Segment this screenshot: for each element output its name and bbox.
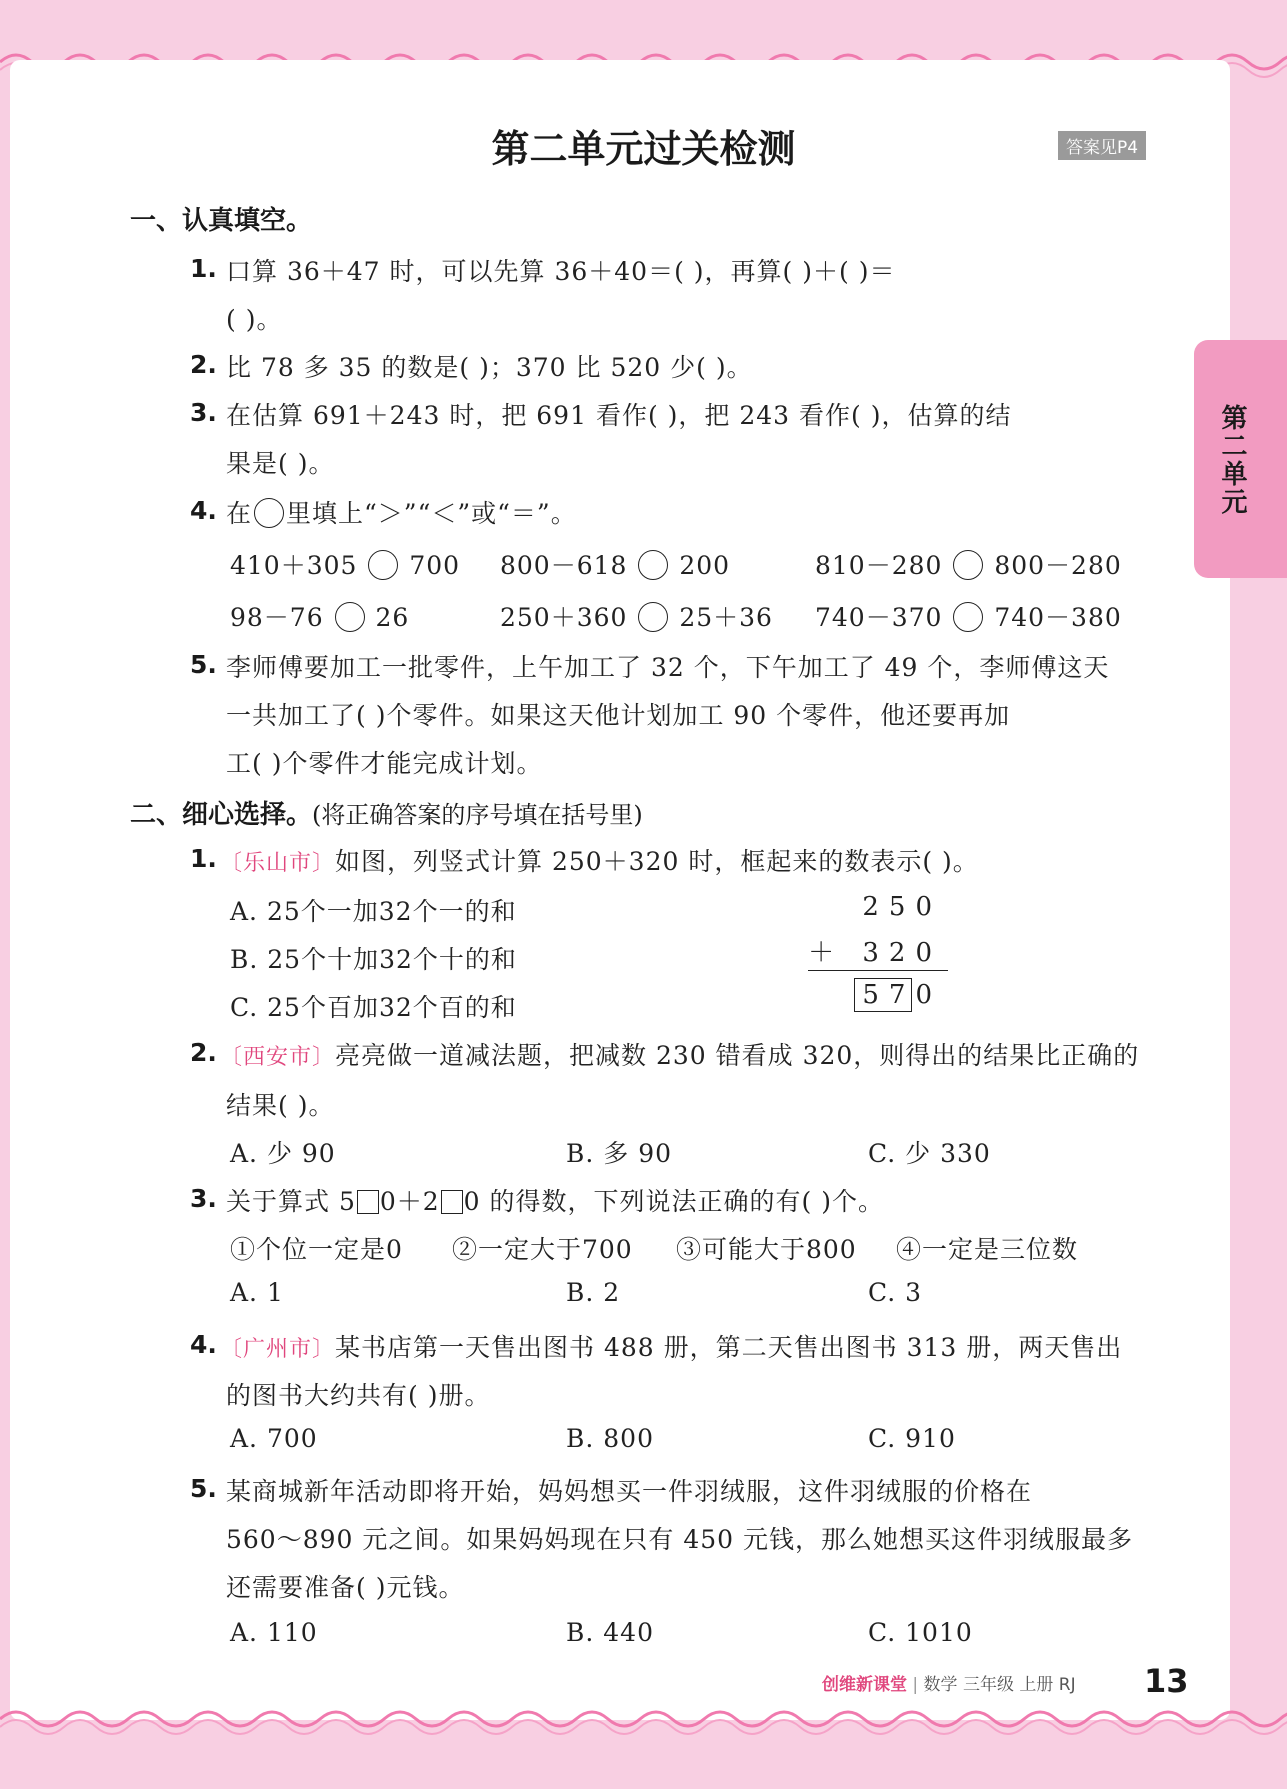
s1-q5-number: 5. — [190, 650, 217, 679]
answer-circle-blank[interactable] — [638, 550, 668, 580]
s1-q2-number: 2. — [190, 350, 217, 379]
compare-item: 98－76 26 — [230, 603, 410, 632]
s1-q5-line1: 李师傅要加工一批零件，上午加工了 32 个，下午加工了 49 个，李师傅这天 — [226, 653, 1110, 682]
s2-q3-statement-2: ②一定大于700 — [452, 1235, 633, 1264]
s2-q3-line1: 关于算式 5 0＋2 0 的得数，下列说法正确的有( )个。 — [226, 1187, 884, 1216]
s1-q4-number: 4. — [190, 496, 217, 525]
s2-q3-option-c[interactable]: C. 3 — [868, 1278, 923, 1307]
s2-q5-option-b[interactable]: B. 440 — [566, 1618, 654, 1647]
s1-q4-suffix: 里填上“＞”“＜”或“＝”。 — [286, 499, 577, 528]
vertical-sum-line — [808, 970, 948, 971]
s1-q3-number: 3. — [190, 398, 217, 427]
worksheet-page — [10, 60, 1230, 1720]
answer-circle-blank[interactable] — [368, 550, 398, 580]
s2-q5-number: 5. — [190, 1474, 217, 1503]
compare-item: 250＋360 25＋36 — [500, 603, 773, 632]
compare-item: 410＋305 700 — [230, 551, 461, 580]
section2-heading — [130, 794, 643, 831]
s2-q3-option-b[interactable]: B. 2 — [566, 1278, 621, 1307]
footer-brand: 创维新课堂 — [822, 1675, 907, 1695]
s2-q1-number: 1. — [190, 844, 217, 873]
vertical-row1: 250 — [862, 892, 942, 922]
s1-q4-prefix: 在 — [226, 499, 253, 528]
footer-info — [822, 1670, 1076, 1695]
s1-q1-number: 1. — [190, 254, 217, 283]
s2-q3-statement-1: ①个位一定是0 — [230, 1235, 403, 1264]
s2-q4-line2: 的图书大约共有( )册。 — [226, 1381, 491, 1410]
bottom-wave-border — [0, 1705, 1287, 1745]
s2-q3-option-a[interactable]: A. 1 — [230, 1278, 284, 1307]
footer-subject: 数学 三年级 上册 RJ — [923, 1675, 1076, 1695]
answer-circle-blank[interactable] — [638, 602, 668, 632]
s2-q2-line1: 〔西安市〕亮亮做一道减法题，把减数 230 错看成 320，则得出的结果比正确的 — [220, 1041, 1140, 1070]
s2-q1-option-c[interactable]: C. 25个百加32个百的和 — [230, 993, 517, 1022]
answer-circle-blank[interactable] — [953, 550, 983, 580]
s2-q4-option-b[interactable]: B. 800 — [566, 1424, 654, 1453]
s2-q2-option-a[interactable]: A. 少 90 — [230, 1139, 336, 1168]
s2-q1-option-a[interactable]: A. 25个一加32个一的和 — [230, 897, 517, 926]
section1-heading: 一、认真填空。 — [130, 206, 313, 236]
compare-item: 800－618 200 — [500, 551, 731, 580]
page-number: 13 — [1144, 1662, 1189, 1700]
s2-q3-statement-4: ④一定是三位数 — [896, 1235, 1079, 1264]
s1-q5-line2: 一共加工了( )个零件。如果这天他计划加工 90 个零件，他还要再加 — [226, 701, 1011, 730]
city-tag: 〔广州市〕 — [220, 1337, 336, 1362]
answer-circle-blank[interactable] — [953, 602, 983, 632]
s1-q2-line1: 比 78 多 35 的数是( )；370 比 520 少( )。 — [226, 353, 753, 382]
comparison-circle-icon — [254, 498, 284, 528]
answer-circle-blank[interactable] — [335, 602, 365, 632]
s2-q5-line3: 还需要准备( )元钱。 — [226, 1573, 465, 1602]
city-tag: 〔西安市〕 — [220, 1045, 336, 1070]
s2-q4-line1: 〔广州市〕某书店第一天售出图书 488 册，第二天售出图书 313 册，两天售出 — [220, 1333, 1123, 1362]
s2-q4-number: 4. — [190, 1330, 217, 1359]
s2-q1-text: 〔乐山市〕如图，列竖式计算 250＋320 时，框起来的数表示( )。 — [220, 847, 979, 876]
s1-q3-line2: 果是( )。 — [226, 449, 335, 478]
vertical-row2: ＋ 320 — [808, 938, 942, 968]
s1-q5-line3: 工( )个零件才能完成计划。 — [226, 749, 543, 778]
s2-q5-option-a[interactable]: A. 110 — [230, 1618, 318, 1647]
unit-side-tab — [1194, 340, 1287, 578]
s2-q2-option-b[interactable]: B. 多 90 — [566, 1139, 673, 1168]
footer-separator: | — [912, 1675, 919, 1695]
vertical-result: 570 — [862, 980, 942, 1010]
s1-q1-line2: ( )。 — [226, 305, 283, 334]
s2-q1-option-b[interactable]: B. 25个十加32个十的和 — [230, 945, 517, 974]
compare-item: 810－280 800－280 — [815, 551, 1122, 580]
unit-side-tab-label: 第二单元 — [1217, 404, 1247, 516]
city-tag: 〔乐山市〕 — [220, 851, 336, 876]
s2-q3-number: 3. — [190, 1184, 217, 1213]
s2-q4-option-a[interactable]: A. 700 — [230, 1424, 318, 1453]
s1-q4-instruction — [226, 494, 577, 530]
compare-item: 740－370 740－380 — [815, 603, 1122, 632]
s2-q5-line1: 某商城新年活动即将开始，妈妈想买一件羽绒服，这件羽绒服的价格在 — [226, 1477, 1033, 1506]
s2-q2-option-c[interactable]: C. 少 330 — [868, 1139, 991, 1168]
s2-q3-statement-3: ③可能大于800 — [676, 1235, 857, 1264]
s2-q4-option-c[interactable]: C. 910 — [868, 1424, 956, 1453]
vertical-addition-figure — [800, 888, 950, 1018]
answer-reference-badge: 答案见P4 — [1058, 131, 1146, 160]
s1-q1-line1: 口算 36＋47 时，可以先算 36＋40＝( )，再算( )＋( )＝ — [226, 257, 896, 286]
s2-q2-line2: 结果( )。 — [226, 1091, 335, 1120]
s2-q5-option-c[interactable]: C. 1010 — [868, 1618, 973, 1647]
s2-q2-number: 2. — [190, 1038, 217, 1067]
s2-q5-line2: 560～890 元之间。如果妈妈现在只有 450 元钱，那么她想买这件羽绒服最多 — [226, 1525, 1133, 1554]
s1-q3-line1: 在估算 691＋243 时，把 691 看作( )，把 243 看作( )，估算的结 — [226, 401, 1012, 430]
digit-box-blank — [441, 1190, 463, 1214]
digit-box-blank — [357, 1190, 379, 1214]
section2-heading-text: 二、细心选择。 — [130, 800, 313, 830]
section2-note: (将正确答案的序号填在括号里) — [312, 801, 643, 829]
page-title: 第二单元过关检测 — [491, 127, 796, 171]
